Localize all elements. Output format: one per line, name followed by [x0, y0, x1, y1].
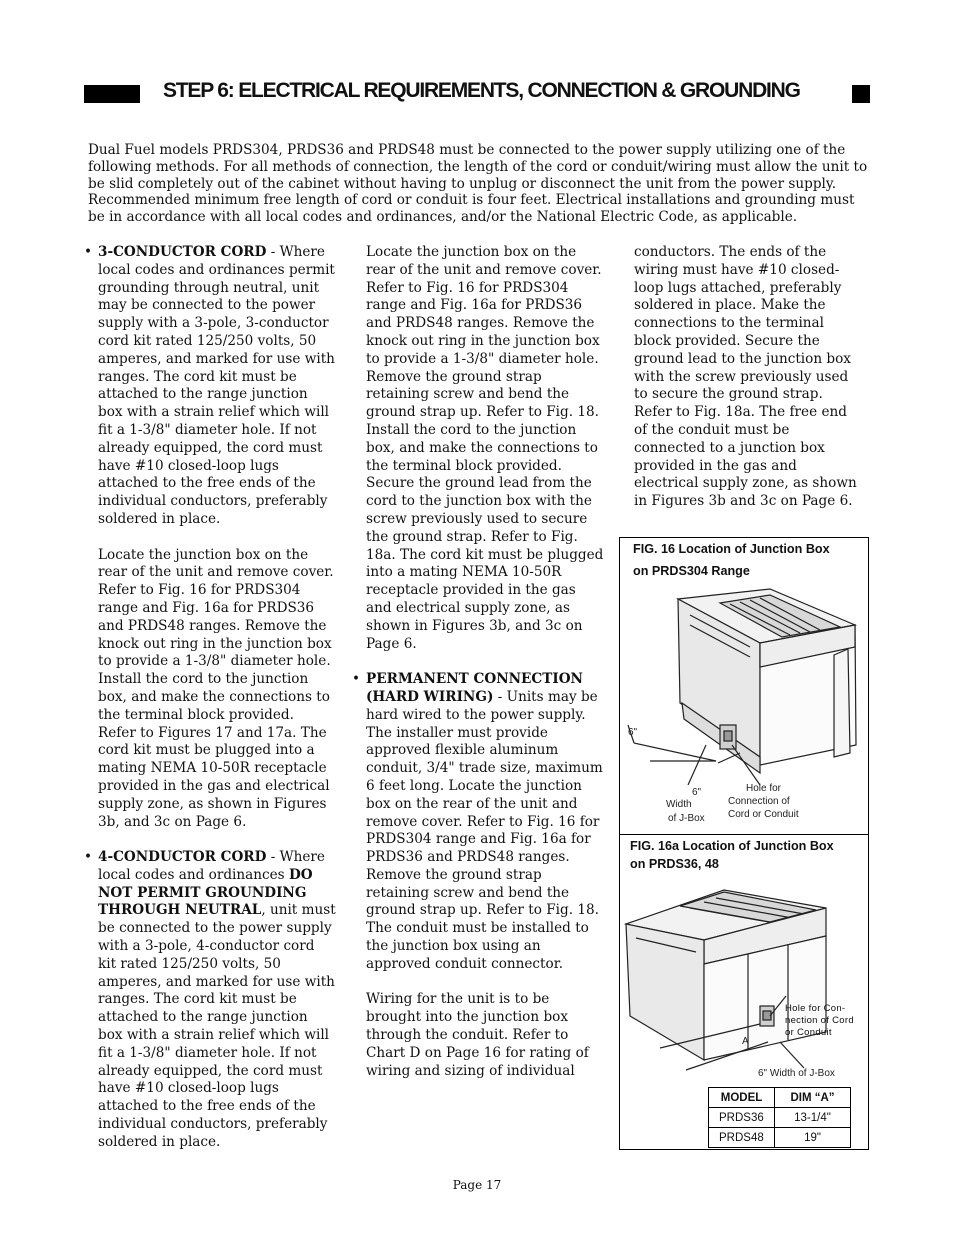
- column-3: [634, 244, 864, 529]
- bullet-marker: •: [84, 849, 93, 866]
- permanent-connection-body: - Units may be hard wired to the power supply. The installer must provide approved flexible aluminum conduit, 3/4" trade size, maximum 6 feet long. Locate the junction box on the rear of the unit and remove cover. Refer to Fig. 16 for PRDS304 range and Fig. 16a for PRDS36 and PRDS48 ranges. Remove the ground strap retaining screw and bend the ground strap up. Refer to Fig. 18. The conduit must be installed to the junction box using an approved conduit connector.: [366, 688, 603, 972]
- fig16-width-label-1: 6": [692, 787, 702, 798]
- header-bar-right: [852, 85, 870, 103]
- fig16-caption: [633, 538, 861, 582]
- table-cell-dim: 19": [775, 1128, 851, 1148]
- four-conductor-heading: 4-CONDUCTOR CORD: [98, 849, 267, 866]
- table-header-row: [709, 1088, 851, 1108]
- table-header-model: MODEL: [709, 1088, 775, 1108]
- bullet-marker: •: [84, 244, 93, 260]
- fig16a-note-line1: Hole for Con-: [785, 1003, 846, 1014]
- fig16-caption-line1: FIG. 16 Location of Junction Box: [633, 542, 830, 556]
- table-row: [709, 1128, 851, 1148]
- table-cell-model: PRDS36: [709, 1108, 775, 1128]
- fig16-hole-label-1: Hole for: [746, 783, 782, 794]
- fig16a-dim-label: A: [742, 1036, 749, 1047]
- fig16a-caption-line2: on PRDS36, 48: [630, 857, 719, 871]
- four-conductor-para2: Locate the junction box on the rear of the unit and remove cover. Refer to Fig. 16 for PRDS304 range and Fig. 16a for PRDS36 and PRDS48 ranges. Remove the knock out ring in the junction box to provide a 1-3/8" diameter hole. Remove the ground strap retaining screw and bend the ground strap up. Refer to Fig. 18. Install the cord to the junction box, and make the connections to the terminal block provided. Secure the ground lead from the cord to the junction box with the screw previously used to secure the ground strap. Refer to Fig. 18a. The cord kit must be plugged into a mating NEMA 10-50R receptacle provided in the gas and electrical supply zone, as shown in Figures 3b, and 3c on Page 6.: [366, 244, 604, 652]
- three-conductor-heading: 3-CONDUCTOR CORD: [98, 244, 267, 260]
- four-conductor-body-a: - Where local codes and ordinances: [98, 849, 325, 883]
- four-conductor-emphasis: DO NOT PERMIT GROUNDING THROUGH NEUTRAL: [98, 866, 313, 919]
- three-conductor-para2: Locate the junction box on the rear of the unit and remove cover. Refer to Fig. 16 for PRDS304 range and Fig. 16a for PRDS36 and PRDS48 ranges. Remove the knock out ring in the junction box to provide a 1-3/8" diameter hole. Install the cord to the junction box, and make the connections to the terminal block provided. Refer to Figures 17 and 17a. The cord kit must be plugged into a mating NEMA 10-50R receptacle provided in the gas and electrical supply zone, as shown in Figures 3b, and 3c on Page 6.: [98, 546, 334, 830]
- fig16a-note-line3: or Conduit: [785, 1027, 832, 1038]
- fig16a-width-label: 6" Width of J-Box: [758, 1068, 835, 1079]
- dimension-table: [708, 1087, 851, 1148]
- fig16-range-drawing: [620, 585, 868, 830]
- fig16-hole-label-2: Connection of: [728, 796, 790, 807]
- three-conductor-section: [84, 244, 336, 529]
- table-header-dim: DIM “A”: [775, 1088, 851, 1108]
- fig16-width-label-3: of J-Box: [668, 813, 705, 824]
- fig16a-range-drawing: [620, 876, 868, 1080]
- fig16-width-label-2: Width: [666, 799, 692, 810]
- fig16-dim-label: 6": [628, 727, 638, 738]
- table-row: [709, 1108, 851, 1128]
- bullet-marker: •: [352, 671, 361, 688]
- table-cell-model: PRDS48: [709, 1128, 775, 1148]
- fig16a-note-line2: nection of Cord: [785, 1015, 854, 1026]
- column-2: [352, 244, 604, 1098]
- page-title: STEP 6: ELECTRICAL REQUIREMENTS, CONNECTION & GROUNDING: [163, 79, 800, 102]
- column-1: [84, 244, 336, 1169]
- fig16a-caption: [630, 837, 862, 873]
- permanent-connection-heading: PERMANENT CONNECTION (HARD WIRING): [366, 671, 583, 705]
- figure-divider: [619, 834, 869, 835]
- four-conductor-body-b: , unit must be connected to the power supply with a 3-pole, 4-conductor cord kit rated 125/250 volts, 50 amperes, and marked for use with ranges. The cord kit must be attached to the range junction box with a strain relief which will fit a 1-3/8" diameter hole. If not already equipped, the cord must have #10 closed-loop lugs attached to the free ends of the individual conductors, preferably soldered in place.: [98, 902, 336, 1150]
- fig16a-caption-line1: FIG. 16a Location of Junction Box: [630, 839, 834, 853]
- header-bar-left: [84, 85, 140, 103]
- permanent-connection-para2: Wiring for the unit is to be brought into the junction box through the conduit. Refer to Chart D on Page 16 for rating of wiring and sizing of individual: [366, 991, 589, 1079]
- fig16-hole-label-3: Cord or Conduit: [728, 809, 799, 820]
- four-conductor-section: [84, 849, 336, 1152]
- fig16a-hole-note: [785, 1003, 865, 1039]
- fig16-caption-line2: on PRDS304 Range: [633, 564, 750, 578]
- intro-paragraph: Dual Fuel models PRDS304, PRDS36 and PRDS48 must be connected to the power supply utilizing one of the following methods. For all methods of connection, the length of the cord or conduit/wiring must allow the unit to be slid completely out of the cabinet without having to unplug or disconnect the unit from the power supply. Recommended minimum free length of cord or conduit is four feet. Electrical installations and grounding must be in accordance with all local codes and ordinances, and/or the National Electric Code, as applicable.: [88, 142, 868, 226]
- page-number: Page 17: [452, 1178, 502, 1192]
- permanent-connection-continued: conductors. The ends of the wiring must have #10 closed-loop lugs attached, preferably soldered in place. Make the connections to the terminal block provided. Secure the ground lead to the junction box with the screw previously used to secure the ground strap. Refer to Fig. 18a. The free end of the conduit must be connected to a junction box provided in the gas and electrical supply zone, as shown in Figures 3b and 3c on Page 6.: [634, 244, 857, 510]
- table-cell-dim: 13-1/4": [775, 1108, 851, 1128]
- permanent-connection-section: [352, 671, 604, 974]
- three-conductor-body: - Where local codes and ordinances permit grounding through neutral, unit may be connected to the power supply with a 3-pole, 3-conductor cord kit rated 125/250 volts, 50 amperes, and marked for use with ranges. The cord kit must be attached to the range junction box with a strain relief which will fit a 1-3/8" diameter hole. If not already equipped, the cord must have #10 closed-loop lugs attached to the free ends of the individual conductors, preferably soldered in place.: [98, 244, 335, 527]
